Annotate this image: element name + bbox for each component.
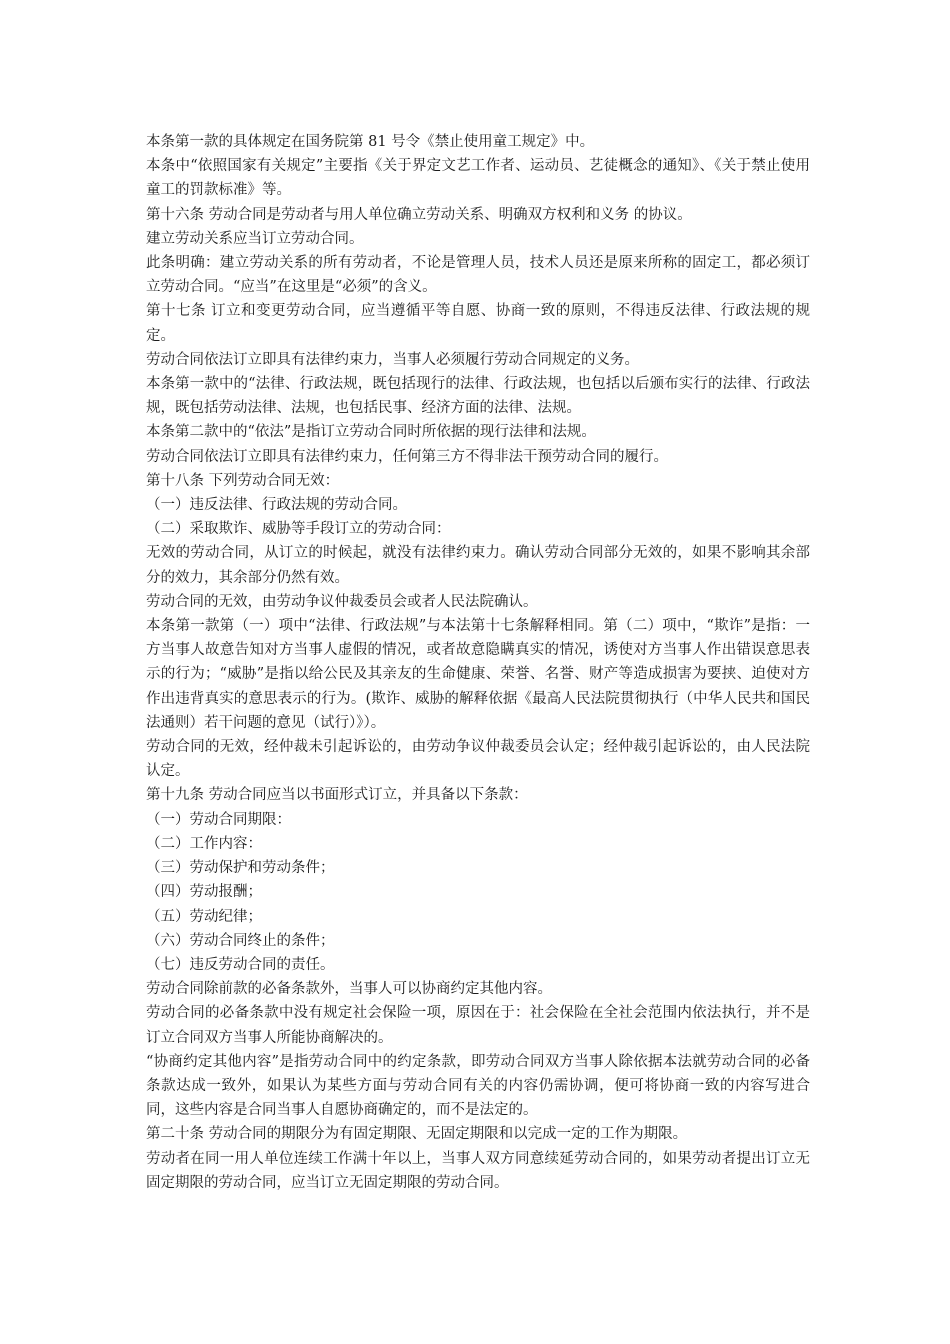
paragraph-5: 此条明确：建立劳动关系的所有劳动者，不论是管理人员，技术人员还是原来所称的固定工，都必须订立劳动合同。“应当”在这里是“必须”的含义。 <box>146 255 810 296</box>
document-body <box>146 130 810 1195</box>
paragraph-10: 劳动合同依法订立即具有法律约束力，任何第三方不得非法干预劳动合同的履行。 <box>146 448 668 465</box>
paragraph-14: 无效的劳动合同，从订立的时候起，就没有法律约束力。确认劳动合同部分无效的，如果不影响其余部分的效力，其余部分仍然有效。 <box>146 545 810 586</box>
paragraph-7: 劳动合同依法订立即具有法律约束力，当事人必须履行劳动合同规定的义务。 <box>146 351 639 368</box>
paragraph-4: 建立劳动关系应当订立劳动合同。 <box>146 230 364 247</box>
paragraph-18: 第十九条 劳动合同应当以书面形式订立，并具备以下条款： <box>146 787 528 804</box>
paragraph-30: 劳动者在同一用人单位连续工作满十年以上，当事人双方同意续延劳动合同的，如果劳动者提出订立无固定期限的劳动合同，应当订立无固定期限的劳动合同。 <box>146 1150 810 1191</box>
paragraph-27: 劳动合同的必备条款中没有规定社会保险一项，原因在于：社会保险在全社会范围内依法执行，并不是订立合同双方当事人所能协商解决的。 <box>146 1005 810 1046</box>
paragraph-23: （五）劳动纪律； <box>146 908 262 925</box>
paragraph-6: 第十七条 订立和变更劳动合同，应当遵循平等自愿、协商一致的原则，不得违反法律、行政法规的规定。 <box>146 303 810 344</box>
paragraph-19: （一）劳动合同期限： <box>146 811 291 828</box>
paragraph-1: 本条第一款的具体规定在国务院第 81 号令《禁止使用童工规定》中。 <box>146 134 595 150</box>
paragraph-28: “协商约定其他内容”是指劳动合同中的约定条款，即劳动合同双方当事人除依据本法就劳动合同的必备条款达成一致外，如果认为某些方面与劳动合同有关的内容仍需协调，便可将协商一致的内容写进合同，这些内容是合同当事人自愿协商确定的，而不是法定的。 <box>146 1053 810 1119</box>
paragraph-24: （六）劳动合同终止的条件； <box>146 932 335 949</box>
paragraph-15: 劳动合同的无效，由劳动争议仲裁委员会或者人民法院确认。 <box>146 593 538 610</box>
paragraph-21: （三）劳动保护和劳动条件； <box>146 860 335 877</box>
paragraph-22: （四）劳动报酬； <box>146 884 262 901</box>
paragraph-29: 第二十条 劳动合同的期限分为有固定期限、无固定期限和以完成一定的工作为期限。 <box>146 1126 688 1143</box>
paragraph-25: （七）违反劳动合同的责任。 <box>146 956 335 973</box>
paragraph-8: 本条第一款中的“法律、行政法规，既包括现行的法律、行政法规，也包括以后颁布实行的法律、行政法规，既包括劳动法律、法规，也包括民事、经济方面的法律、法规。 <box>146 376 810 417</box>
paragraph-20: （二）工作内容： <box>146 835 262 852</box>
paragraph-9: 本条第二款中的“依法”是指订立劳动合同时所依据的现行法律和法规。 <box>146 424 596 441</box>
paragraph-13: （二）采取欺诈、威胁等手段订立的劳动合同： <box>146 521 451 538</box>
paragraph-16: 本条第一款第（一）项中“法律、行政法规”与本法第十七条解释相同。第（二）项中，“欺诈”是指：一方当事人故意告知对方当事人虚假的情况，或者故意隐瞒真实的情况，诱使对方当事人作出错误意思表示的行为；“威胁”是指以给公民及其亲友的生命健康、荣誉、名誉、财产等造成损害为要挟、迫使对方作出违背真实的意思表示的行为。(欺诈、威胁的解释依据《最高人民法院贯彻执行（中华人民共和国民法通则）若干问题的意见（试行）》）。 <box>146 618 810 731</box>
paragraph-12: （一）违反法律、行政法规的劳动合同。 <box>146 497 407 514</box>
paragraph-11: 第十八条 下列劳动合同无效： <box>146 472 340 489</box>
paragraph-17: 劳动合同的无效，经仲裁未引起诉讼的，由劳动争议仲裁委员会认定；经仲裁引起诉讼的，由人民法院认定。 <box>146 739 810 780</box>
paragraph-26: 劳动合同除前款的必备条款外，当事人可以协商约定其他内容。 <box>146 981 552 998</box>
paragraph-3: 第十六条 劳动合同是劳动者与用人单位确立劳动关系、明确双方权利和义务 的协议。 <box>146 206 692 223</box>
paragraph-2: 本条中“依照国家有关规定”主要指《关于界定文艺工作者、运动员、艺徒概念的通知》、《关于禁止使用童工的罚款标准》等。 <box>146 158 810 199</box>
